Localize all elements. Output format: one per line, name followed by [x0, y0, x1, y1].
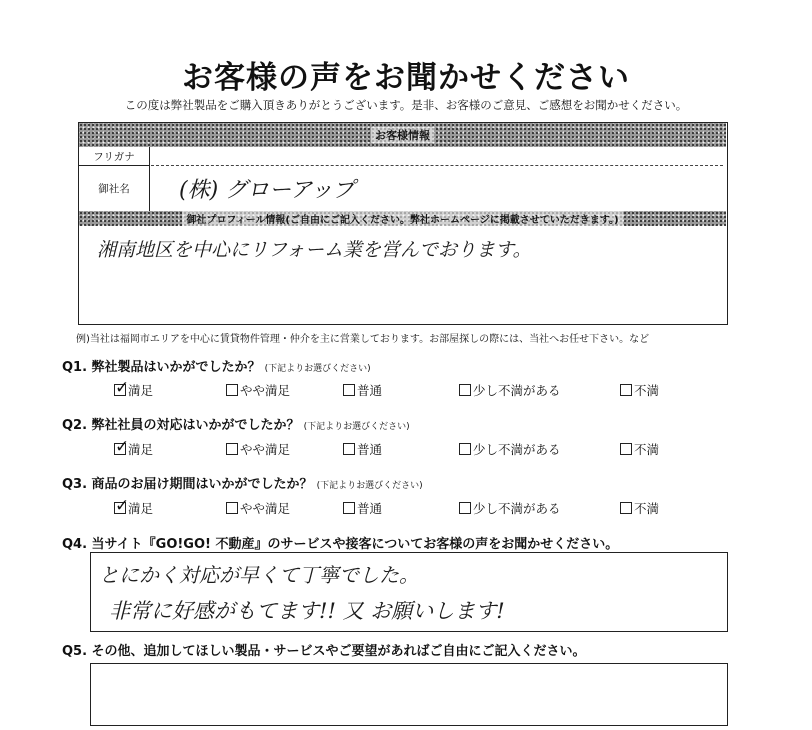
furigana-label-cell — [79, 147, 150, 166]
example-text: 例)当社は福岡市エリアを中心に賃貸物件管理・仲介を主に営業しております。お部屋探しの際には、当社へお任せ下さい。など — [76, 334, 650, 345]
furigana-field[interactable] — [151, 165, 723, 166]
company-label-cell — [79, 165, 150, 211]
q3-option-neutral[interactable]: 普通 — [343, 499, 382, 517]
q3-option-dissatisfied[interactable]: 不満 — [620, 499, 659, 517]
page-title: お客様の声をお聞かせください — [182, 60, 630, 96]
checkbox-icon[interactable] — [114, 384, 126, 396]
q1-option-somewhat-satisfied[interactable]: やや満足 — [226, 381, 290, 399]
q4-answer-box[interactable] — [90, 552, 728, 632]
profile-label: 御社プロフィール情報(ご自由にご記入ください。弊社ホームページに掲載させていただきます。) — [182, 211, 622, 226]
checkbox-icon[interactable] — [343, 443, 355, 455]
checkbox-icon[interactable] — [620, 384, 632, 396]
profile-field[interactable]: 湘南地区を中心にリフォーム業を営んでおります。 — [97, 239, 532, 261]
q3-option-somewhat-dissatisfied[interactable]: 少し不満がある — [459, 499, 561, 517]
q2-option-neutral[interactable]: 普通 — [343, 440, 382, 458]
q1-option-neutral[interactable]: 普通 — [343, 381, 382, 399]
q2-option-somewhat-dissatisfied[interactable]: 少し不満がある — [459, 440, 561, 458]
checkbox-icon[interactable] — [459, 443, 471, 455]
q1-label: Q1. 弊社製品はいかがでしたか？ (下記よりお選びください) — [62, 360, 371, 375]
furigana-label: フリガナ — [93, 150, 135, 163]
q5-answer-box[interactable] — [90, 663, 728, 726]
checkbox-icon[interactable] — [620, 502, 632, 514]
company-name-field[interactable]: (株) グローアップ — [179, 178, 355, 203]
q4-answer-line1: とにかく対応が早くて丁寧でした。 — [99, 563, 419, 587]
q1-option-satisfied[interactable]: ✓ 満足 — [114, 381, 153, 399]
checkbox-icon[interactable] — [343, 384, 355, 396]
profile-header — [79, 211, 726, 226]
company-label: 御社名 — [98, 182, 130, 195]
checkbox-icon[interactable] — [343, 502, 355, 514]
q2-option-satisfied[interactable]: ✓ 満足 — [114, 440, 153, 458]
checkbox-icon[interactable] — [114, 502, 126, 514]
q2-label: Q2. 弊社社員の対応はいかがでしたか？ (下記よりお選びください) — [62, 418, 410, 433]
customer-info-header — [79, 123, 726, 147]
page-subtitle: この度は弊社製品をご購入頂きありがとうございます。是非、お客様のご意見、ご感想をお聞かせください。 — [124, 98, 688, 112]
customer-info-box — [78, 122, 728, 325]
customer-info-label: お客様情報 — [371, 127, 434, 143]
checkbox-icon[interactable] — [226, 443, 238, 455]
q3-option-satisfied[interactable]: ✓ 満足 — [114, 499, 153, 517]
q5-label: Q5. その他、追加してほしい製品・サービスやご要望があればご自由にご記入ください。 — [62, 644, 586, 659]
checkbox-icon[interactable] — [620, 443, 632, 455]
checkbox-icon[interactable] — [226, 502, 238, 514]
q4-label: Q4. 当サイト『GO!GO! 不動産』のサービスや接客についてお客様の声をお聞かせください。 — [62, 537, 619, 552]
q2-option-somewhat-satisfied[interactable]: やや満足 — [226, 440, 290, 458]
q2-option-dissatisfied[interactable]: 不満 — [620, 440, 659, 458]
q3-option-somewhat-satisfied[interactable]: やや満足 — [226, 499, 290, 517]
checkbox-icon[interactable] — [226, 384, 238, 396]
checkbox-icon[interactable] — [114, 443, 126, 455]
checkbox-icon[interactable] — [459, 502, 471, 514]
q1-option-somewhat-dissatisfied[interactable]: 少し不満がある — [459, 381, 561, 399]
q1-option-dissatisfied[interactable]: 不満 — [620, 381, 659, 399]
q3-label: Q3. 商品のお届け期間はいかがでしたか？ (下記よりお選びください) — [62, 477, 423, 492]
q4-answer-line2: 非常に好感がもてます!! 又 お願いします! — [109, 599, 505, 623]
checkbox-icon[interactable] — [459, 384, 471, 396]
